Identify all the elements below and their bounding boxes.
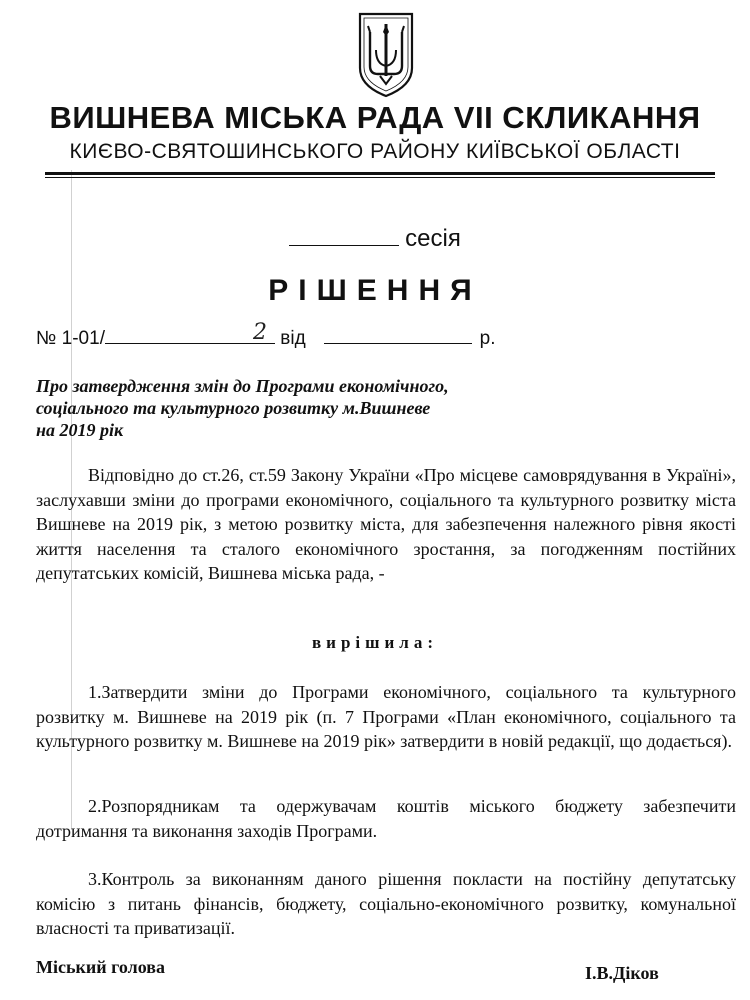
signatory-name: І.В.Діков xyxy=(585,963,659,983)
subject-line: Про затвердження змін до Програми економічного, xyxy=(36,376,449,396)
date-from-label: від xyxy=(280,328,306,349)
resolution-item-1: 1.Затвердити зміни до Програми економічного, соціального та культурного розвитку м. Вишневе на 2019 рік (п. 7 Програми «План економічного, соціального та культурного розвитку м. Вишневе на 2019 рік» затвердити в новій редакції, що додається). xyxy=(36,682,736,751)
resolved-heading: вирішила: xyxy=(312,633,438,652)
header-divider-thick xyxy=(45,172,715,175)
decision-number-prefix: № 1-01/ xyxy=(36,328,105,349)
decision-title: РІШЕННЯ xyxy=(268,274,482,307)
header-divider-thin xyxy=(45,177,715,178)
resolution-item-3: 3.Контроль за виконанням даного рішення покласти на постійну депутатську комісію з питань фінансів, бюджету, соціально-економічного розвитку, комунальної власності та приватизації. xyxy=(36,869,736,938)
session-line xyxy=(0,223,750,253)
subject-line: на 2019 рік xyxy=(36,420,124,440)
year-suffix: р. xyxy=(479,328,496,349)
council-title: ВИШНЕВА МІСЬКА РАДА VII СКЛИКАННЯ xyxy=(49,100,701,135)
signatory-position: Міський голова xyxy=(36,957,165,977)
trident-coat-of-arms-icon xyxy=(356,10,416,98)
council-subtitle: КИЄВО-СВЯТОШИНСЬКОГО РАЙОНУ КИЇВСЬКОЇ ОБЛАСТІ xyxy=(69,140,681,163)
decision-number-blank xyxy=(105,320,275,345)
decision-subject xyxy=(36,375,536,441)
handwritten-number: 2 xyxy=(252,320,267,345)
date-blank xyxy=(324,325,472,344)
session-label: сесія xyxy=(405,225,461,252)
subject-line: соціального та культурного розвитку м.Вишневе xyxy=(36,398,431,418)
preamble-paragraph: Відповідно до ст.26, ст.59 Закону України «Про місцеве самоврядування в Україні», заслухавши зміни до програми економічного, соціального та культурного розвитку міста Вишневе на 2019 рік, з метою розвитку міста, для забезпечення належного рівня якості життя населення та сталого економічного зростання, за погодженням постійних депутатських комісій, Вишнева міська рада, - xyxy=(36,465,736,583)
decision-number-line xyxy=(36,320,716,350)
resolution-item-2: 2.Розпорядникам та одержувачам коштів міського бюджету забезпечити дотримання та виконання заходів Програми. xyxy=(36,796,736,841)
session-number-blank xyxy=(289,223,399,246)
